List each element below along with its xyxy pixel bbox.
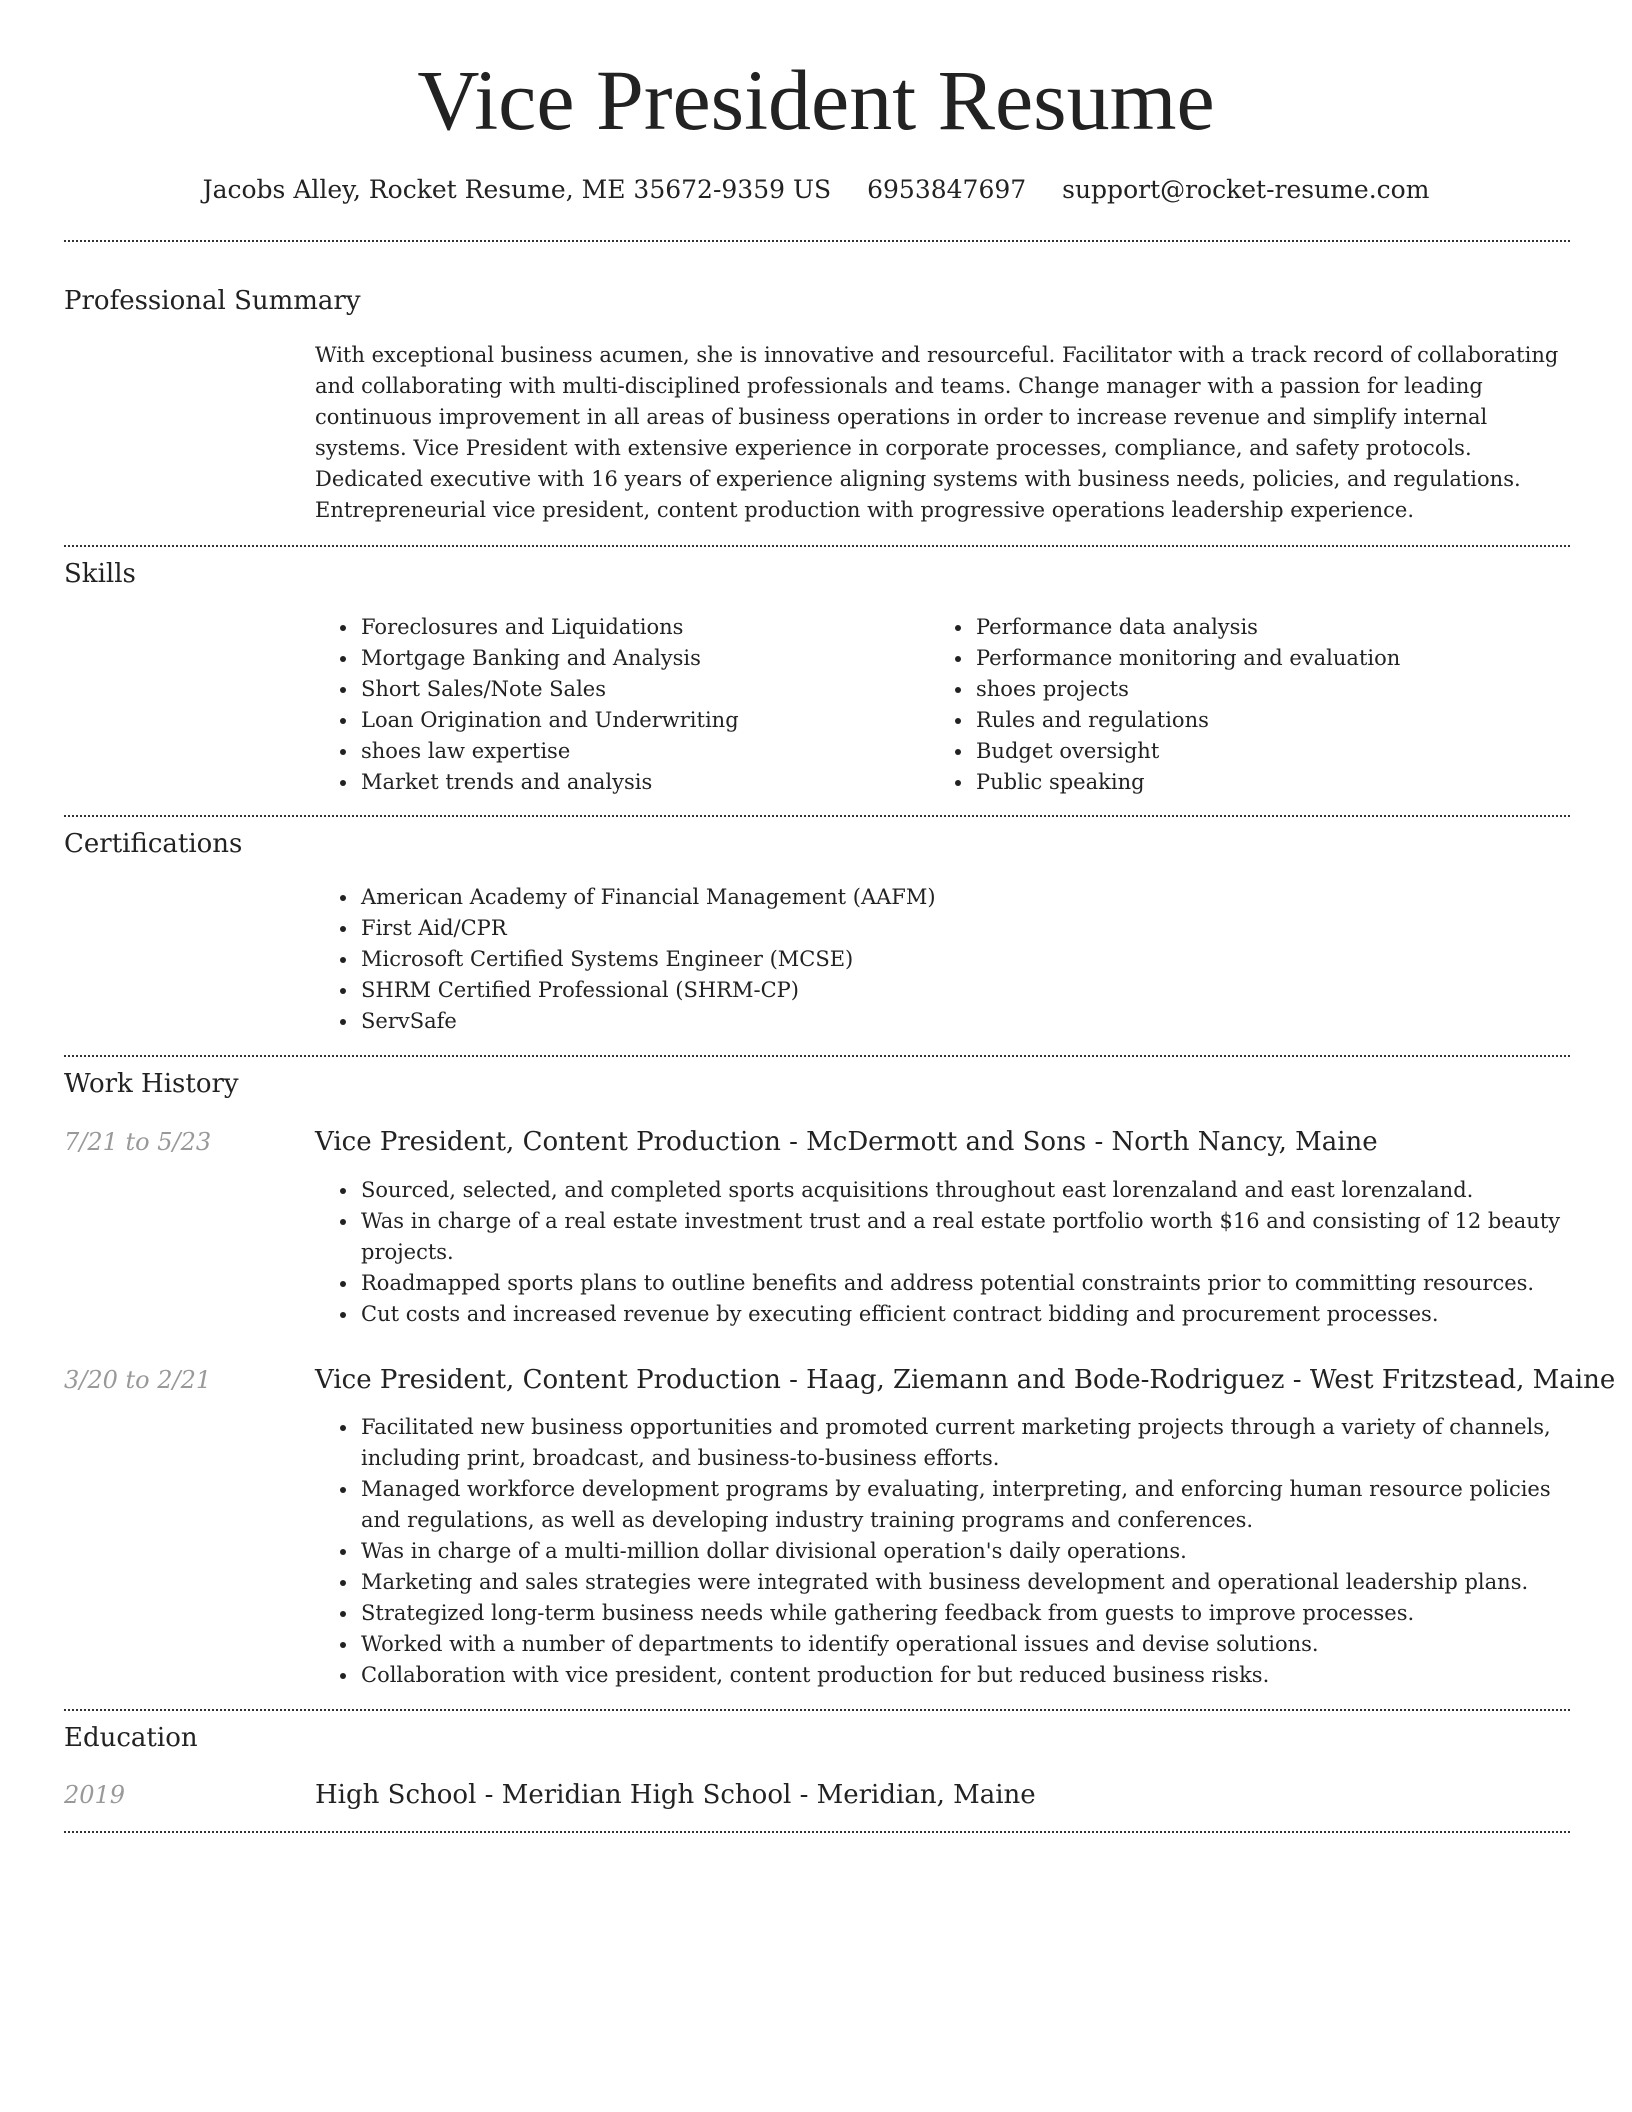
skill-item: • Loan Origination and Underwriting <box>359 705 915 736</box>
skill-item: • Short Sales/Note Sales <box>359 674 915 705</box>
job-bullet: • Managed workforce development programs by evaluating, interpreting, and enforcing human resource policies and regulations, as well as developing industry training programs and conferences. <box>359 1474 1570 1536</box>
skill-item: • Mortgage Banking and Analysis <box>359 643 915 674</box>
certification-item: • First Aid/CPR <box>359 913 1570 944</box>
job-bullets <box>315 1175 1570 1330</box>
certification-item: • American Academy of Financial Management (AAFM) <box>359 882 1570 913</box>
certification-item: • SHRM Certified Professional (SHRM-CP) <box>359 975 1570 1006</box>
skill-item: • shoes projects <box>974 674 1570 705</box>
skill-item: • Budget oversight <box>974 736 1570 767</box>
job-bullet: • Cut costs and increased revenue by executing efficient contract bidding and procurement processes. <box>359 1299 1570 1330</box>
address: Jacobs Alley, Rocket Resume, ME 35672-9359 US <box>202 175 832 204</box>
section-title-certifications: Certifications <box>64 829 243 859</box>
skill-item: • Performance monitoring and evaluation <box>974 643 1570 674</box>
email: support@rocket-resume.com <box>1062 175 1430 204</box>
phone: 6953847697 <box>867 175 1027 204</box>
divider <box>64 1831 1570 1833</box>
job-bullet: • Strategized long-term business needs while gathering feedback from guests to improve processes. <box>359 1598 1570 1629</box>
section-title-skills: Skills <box>64 559 136 589</box>
divider <box>64 1055 1570 1057</box>
skill-item: • Public speaking <box>974 767 1570 798</box>
section-title-summary: Professional Summary <box>64 286 361 316</box>
certification-item: • Microsoft Certified Systems Engineer (MCSE) <box>359 944 1570 975</box>
job-dates: 7/21 to 5/23 <box>64 1128 212 1156</box>
job-heading: Vice President, Content Production - Haag, Ziemann and Bode-Rodriguez - West Fritzstead, Maine <box>315 1365 1616 1395</box>
divider <box>64 545 1570 547</box>
job-bullet: • Was in charge of a real estate investment trust and a real estate portfolio worth $16 and consisting of 12 beauty projects. <box>359 1206 1570 1268</box>
job-bullet: • Worked with a number of departments to identify operational issues and devise solutions. <box>359 1629 1570 1660</box>
skill-item: • Market trends and analysis <box>359 767 915 798</box>
job-bullet: • Sourced, selected, and completed sports acquisitions throughout east lorenzaland and east lorenzaland. <box>359 1175 1570 1206</box>
job-heading: Vice President, Content Production - McDermott and Sons - North Nancy, Maine <box>315 1127 1378 1157</box>
skills-left-column <box>315 612 915 798</box>
job-bullet: • Was in charge of a multi-million dollar divisional operation's daily operations. <box>359 1536 1570 1567</box>
divider <box>64 1709 1570 1711</box>
divider <box>64 240 1570 242</box>
skill-item: • Rules and regulations <box>974 705 1570 736</box>
resume-title: Vice President Resume <box>417 52 1215 148</box>
contact-line <box>0 170 1632 210</box>
skills-right-column <box>930 612 1570 798</box>
skill-item: • shoes law expertise <box>359 736 915 767</box>
job-bullets <box>315 1412 1570 1691</box>
divider <box>64 815 1570 817</box>
education-year: 2019 <box>64 1781 126 1809</box>
job-bullet: • Facilitated new business opportunities and promoted current marketing projects through a variety of channels, including print, broadcast, and business-to-business efforts. <box>359 1412 1570 1474</box>
certification-item: • ServSafe <box>359 1006 1570 1037</box>
job-bullet: • Roadmapped sports plans to outline benefits and address potential constraints prior to committing resources. <box>359 1268 1570 1299</box>
certifications-list <box>315 882 1570 1037</box>
job-bullet: • Marketing and sales strategies were integrated with business development and operational leadership plans. <box>359 1567 1570 1598</box>
job-bullet: • Collaboration with vice president, content production for but reduced business risks. <box>359 1660 1570 1691</box>
skill-item: • Performance data analysis <box>974 612 1570 643</box>
job-dates: 3/20 to 2/21 <box>64 1366 212 1394</box>
skill-item: • Foreclosures and Liquidations <box>359 612 915 643</box>
education-heading: High School - Meridian High School - Meridian, Maine <box>315 1780 1036 1810</box>
section-title-work-history: Work History <box>64 1069 239 1099</box>
section-title-education: Education <box>64 1723 198 1753</box>
summary-text: With exceptional business acumen, she is innovative and resourceful. Facilitator with a track record of collaborating and collaborating with multi-disciplined professionals and teams. Change manager with a passion for leading continuous improvement in all areas of business operations in order to increase revenue and simplify internal systems. Vice President with extensive experience in corporate processes, compliance, and safety protocols. Dedicated executive with 16 years of experience aligning systems with business needs, policies, and regulations. Entrepreneurial vice president, content production with progressive operations leadership experience. <box>315 343 1559 522</box>
